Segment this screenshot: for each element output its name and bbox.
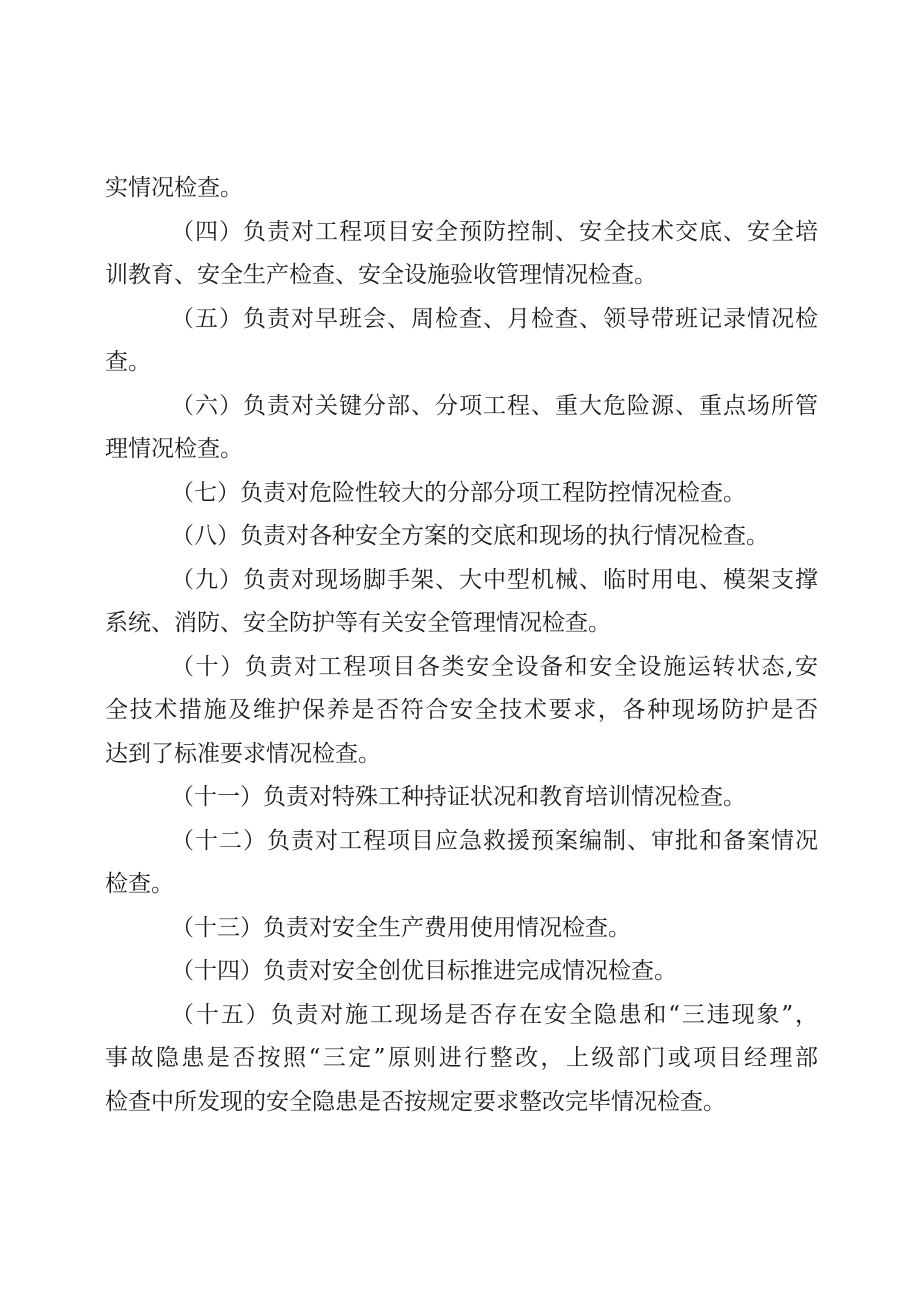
paragraph-line: （十一）负责对特殊工种持证状况和教育培训情况检查。 — [171, 784, 746, 810]
paragraph-line: 训教育、安全生产检查、安全设施验收管理情况检查。 — [105, 262, 657, 288]
paragraph-line: 全技术措施及维护保养是否符合安全技术要求，各种现场防护是否 — [105, 697, 818, 723]
paragraph-line: （十五）负责对施工现场是否存在安全隐患和“三违现象”， — [171, 1002, 818, 1028]
paragraph-line: （十）负责对工程项目各类安全设备和安全设施运转状态,安 — [171, 654, 818, 680]
paragraph-line: 检查中所发现的安全隐患是否按规定要求整改完毕情况检查。 — [105, 1089, 726, 1115]
paragraph-line: 查。 — [105, 349, 151, 375]
paragraph-line: （四）负责对工程项目安全预防控制、安全技术交底、安全培 — [171, 219, 818, 245]
paragraph-line: （十二）负责对工程项目应急救援预案编制、审批和备案情况 — [171, 828, 818, 854]
paragraph-line: 事故隐患是否按照“三定”原则进行整改，上级部门或项目经理部 — [105, 1045, 818, 1071]
paragraph-line: （六）负责对关键分部、分项工程、重大危险源、重点场所管 — [171, 393, 818, 419]
paragraph-line: （十四）负责对安全创优目标推进完成情况检查。 — [171, 958, 677, 984]
paragraph-line: 理情况检查。 — [105, 436, 243, 462]
paragraph-line: （五）负责对早班会、周检查、月检查、领导带班记录情况检 — [171, 306, 818, 332]
paragraph-line: （九）负责对现场脚手架、大中型机械、临时用电、模架支撑 — [171, 567, 818, 593]
paragraph-line: （十三）负责对安全生产费用使用情况检查。 — [171, 915, 631, 941]
paragraph-line: 实情况检查。 — [105, 175, 243, 201]
paragraph-line: （八）负责对各种安全方案的交底和现场的执行情况检查。 — [171, 523, 769, 549]
paragraph-line: 系统、消防、安全防护等有关安全管理情况检查。 — [105, 610, 611, 636]
paragraph-line: 检查。 — [105, 871, 174, 897]
paragraph-line: 达到了标准要求情况检查。 — [105, 741, 381, 767]
paragraph-line: （七）负责对危险性较大的分部分项工程防控情况检查。 — [171, 480, 746, 506]
